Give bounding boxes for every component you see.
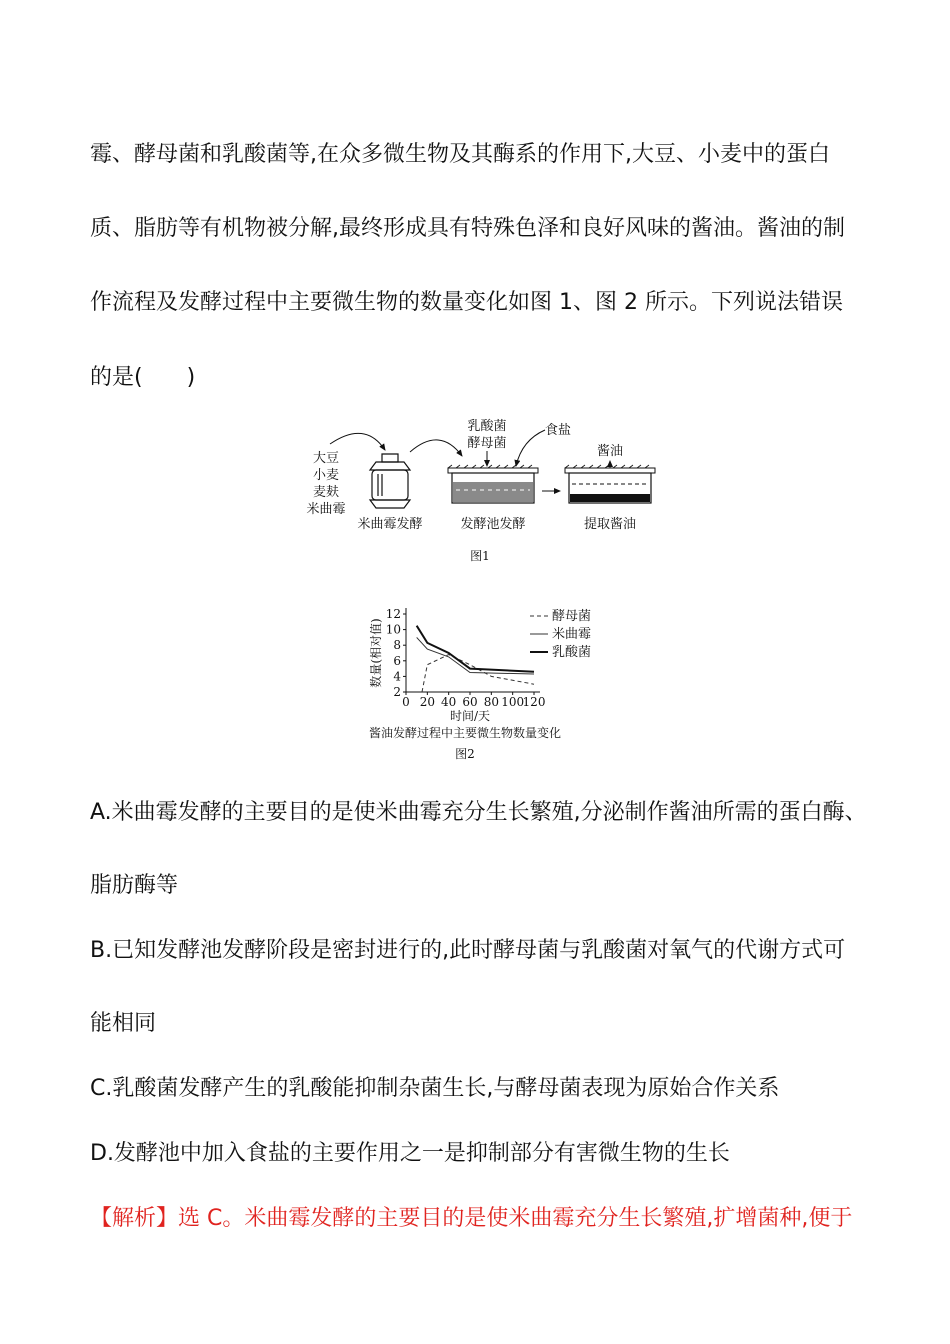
question-line-4: 的是( ) xyxy=(90,365,196,390)
x-tick-label: 40 xyxy=(441,695,457,709)
option-b-line-1: B.已知发酵池发酵阶段是密封进行的,此时酵母菌与乳酸菌对氧气的代谢方式可 xyxy=(90,938,846,963)
question-line-2: 质、脂肪等有机物被分解,最终形成具有特殊色泽和良好风味的酱油。酱油的制 xyxy=(90,216,845,241)
soy-sauce-label: 酱油 xyxy=(596,444,624,459)
chart-title: 酱油发酵过程中主要微生物数量变化 xyxy=(368,726,562,740)
extraction-tank-icon xyxy=(565,465,655,503)
ingredient-wheat: 小麦 xyxy=(312,468,340,483)
x-tick-label: 60 xyxy=(462,695,478,709)
x-tick-label: 20 xyxy=(419,695,435,709)
question-line-3: 作流程及发酵过程中主要微生物的数量变化如图 1、图 2 所示。下列说法错误 xyxy=(90,290,843,315)
y-tick-label: 2 xyxy=(393,685,401,699)
fermenter-vessel-icon xyxy=(370,454,410,508)
question-line-1: 霉、酵母菌和乳酸菌等,在众多微生物及其酶系的作用下,大豆、小麦中的蛋白 xyxy=(90,142,830,167)
y-tick-label: 10 xyxy=(385,622,401,637)
option-a-line-2: 脂肪酶等 xyxy=(90,873,179,898)
x-tick-label: 0 xyxy=(402,695,410,709)
ingredient-bran: 麦麸 xyxy=(312,485,340,500)
y-tick-label: 8 xyxy=(393,638,401,653)
figure-1-caption: 图1 xyxy=(470,549,490,563)
additive-lactic-bacteria: 乳酸菌 xyxy=(467,419,507,434)
y-axis-label: 数量(相对值) xyxy=(369,618,383,688)
legend-label: 酵母菌 xyxy=(552,609,592,624)
y-tick-label: 6 xyxy=(393,653,401,668)
option-c: C.乳酸菌发酵产生的乳酸能抑制杂菌生长,与酵母菌表现为原始合作关系 xyxy=(90,1076,780,1101)
series-line-thick xyxy=(417,626,534,672)
figure-2-caption: 图2 xyxy=(455,747,475,761)
arrow-fermenter-to-tank xyxy=(410,440,462,456)
fermentation-tank-icon xyxy=(448,465,538,503)
option-d: D.发酵池中加入食盐的主要作用之一是抑制部分有害微生物的生长 xyxy=(90,1141,730,1166)
option-a-line-1: A.米曲霉发酵的主要目的是使米曲霉充分生长繁殖,分泌制作酱油所需的蛋白酶、 xyxy=(90,800,867,825)
x-tick-label: 120 xyxy=(522,695,546,709)
legend-label: 乳酸菌 xyxy=(552,645,592,660)
step2-label: 发酵池发酵 xyxy=(460,517,526,532)
arrow-ingredients-to-fermenter xyxy=(330,433,385,450)
figure-1-diagram xyxy=(290,412,670,572)
ingredient-aspergillus: 米曲霉 xyxy=(306,502,346,517)
x-tick-label: 80 xyxy=(483,695,499,709)
salt-label: 食盐 xyxy=(544,423,572,438)
analysis-text: 【解析】选 C。米曲霉发酵的主要目的是使米曲霉充分生长繁殖,扩增菌种,便于 xyxy=(90,1206,853,1231)
figure-2-chart xyxy=(340,600,620,765)
step3-label: 提取酱油 xyxy=(583,517,637,532)
y-tick-label: 12 xyxy=(385,607,401,621)
option-b-line-2: 能相同 xyxy=(90,1011,157,1036)
x-tick-label: 100 xyxy=(501,695,525,709)
step1-label: 米曲霉发酵 xyxy=(357,517,423,532)
ingredient-soybean: 大豆 xyxy=(312,451,340,466)
y-tick-label: 4 xyxy=(393,669,401,684)
arrow-salt xyxy=(516,430,545,466)
x-axis-label: 时间/天 xyxy=(449,709,491,723)
legend-label: 米曲霉 xyxy=(552,627,592,642)
additive-yeast: 酵母菌 xyxy=(467,436,507,451)
